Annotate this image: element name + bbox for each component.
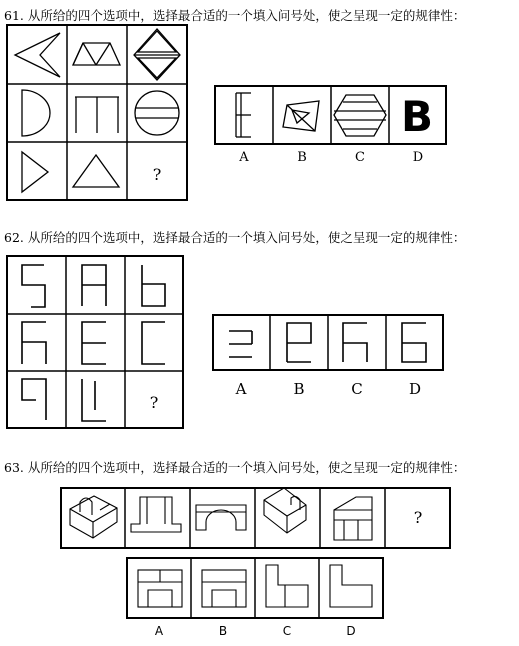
q61-cell-r3c2-shape <box>73 155 119 187</box>
q63-question-mark: ? <box>413 508 423 527</box>
q63-option-label-d: D <box>346 624 356 638</box>
q61-cell-r1c1-shape <box>15 33 60 77</box>
q62-option-c-shape[interactable] <box>343 323 367 362</box>
q62-option-label-d: D <box>408 380 422 398</box>
q63-options-strip <box>127 558 383 618</box>
q63-option-c-shape[interactable] <box>266 565 308 607</box>
q63-sequence-row <box>61 488 450 548</box>
q61-cell-r1c2-shape <box>73 43 120 65</box>
q62-cell-r3c1-shape <box>22 379 46 420</box>
q62-cell-r2c2-shape <box>82 322 106 364</box>
q61-cell-r2c1-shape <box>22 90 50 136</box>
q61-option-label-a: A <box>239 150 249 165</box>
q62-cell-r1c3-shape <box>142 265 165 306</box>
q62-cell-r1c2-shape <box>82 265 106 306</box>
q61-cell-r2c2-shape <box>75 97 119 133</box>
q61-option-label-d: D <box>412 150 424 165</box>
q61-cell-r1c3-shape <box>134 29 180 80</box>
q61-option-b-shape[interactable] <box>283 101 319 131</box>
q62-cell-r1c1-shape <box>22 265 45 307</box>
q62-option-label-c: C <box>351 380 363 398</box>
question-61-stem: 61. 从所给的四个选项中，选择最合适的一个填入问号处，使之呈现一定的规律性： <box>4 8 466 23</box>
q63-option-label-c: C <box>282 624 292 638</box>
q62-cell-r2c1-shape <box>22 322 46 364</box>
q63-cell-3-shape <box>196 505 246 530</box>
q63-cell-2-shape <box>131 497 181 532</box>
q61-option-label-b: B <box>297 150 307 165</box>
q63-option-a-shape[interactable] <box>138 570 182 607</box>
q62-option-b-shape[interactable] <box>287 323 311 362</box>
q61-option-a-shape[interactable] <box>236 93 251 137</box>
q62-option-a-shape[interactable] <box>229 331 252 357</box>
q61-cell-r2c3-shape <box>135 91 179 135</box>
q61-question-mark: ? <box>152 165 162 184</box>
q61-option-c-shape[interactable] <box>334 95 386 136</box>
q62-option-label-a: A <box>235 380 247 398</box>
q62-option-label-b: B <box>293 380 305 398</box>
q61-option-d-glyph[interactable]: B <box>400 92 434 141</box>
q62-option-d-shape[interactable] <box>402 323 426 362</box>
q63-cell-1-shape <box>70 496 117 538</box>
q62-cell-r2c3-shape <box>142 322 165 364</box>
q62-question-mark: ? <box>149 393 159 412</box>
q63-cell-5-shape <box>334 497 372 540</box>
q61-cell-r3c1-shape <box>22 152 48 192</box>
q63-option-label-a: A <box>154 624 164 638</box>
q63-cell-4-shape <box>264 488 306 533</box>
q63-option-b-shape[interactable] <box>202 570 246 607</box>
question-63-stem: 63. 从所给的四个选项中，选择最合适的一个填入问号处，使之呈现一定的规律性： <box>4 460 466 475</box>
question-62-stem: 62. 从所给的四个选项中，选择最合适的一个填入问号处，使之呈现一定的规律性： <box>4 230 466 245</box>
q63-option-label-b: B <box>218 624 228 638</box>
q61-option-label-c: C <box>355 150 365 165</box>
q63-option-d-shape[interactable] <box>330 565 372 607</box>
q62-cell-r3c2-shape <box>82 379 106 421</box>
